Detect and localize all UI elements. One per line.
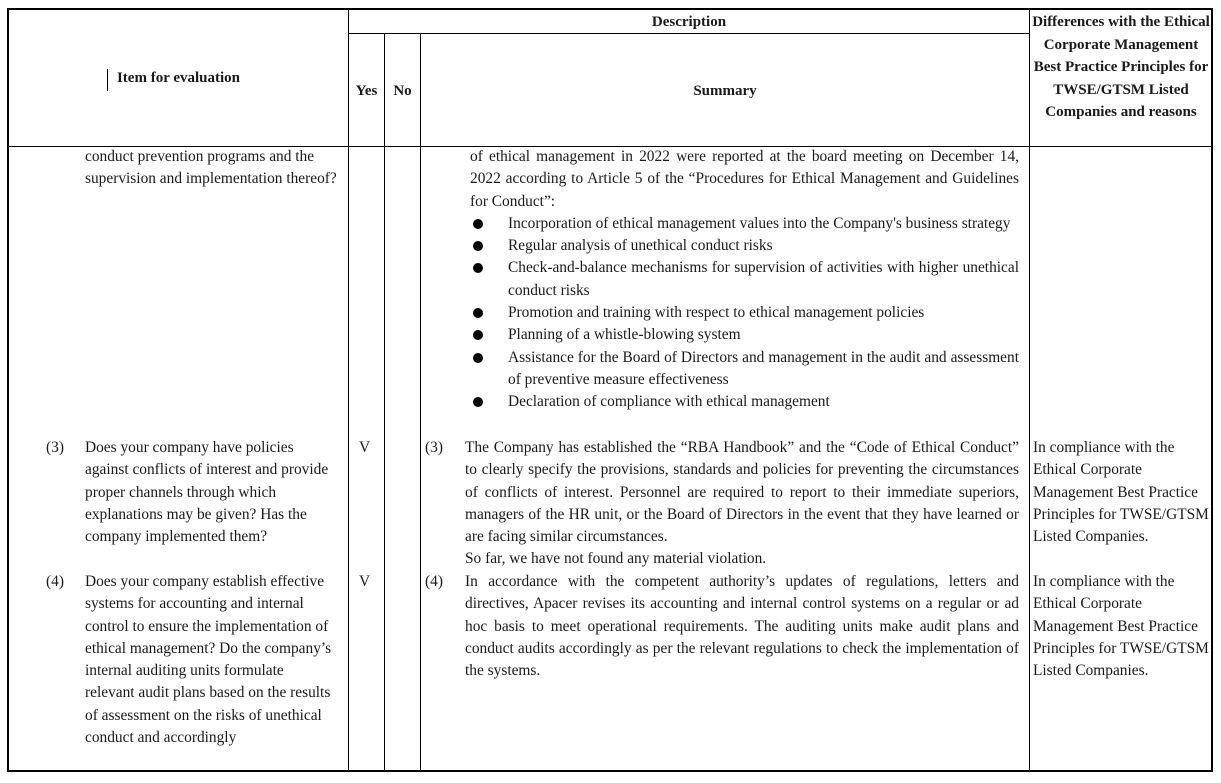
bullet-icon [473,330,483,340]
header-yes: Yes [355,83,378,99]
summary-3 [465,437,1019,571]
summary-number-3: (3) [425,439,443,456]
header-no: No [393,83,412,99]
differences-3: In compliance with the Ethical Corporate Management Best Practice Principles for TWSE/GTSM Listed Companies. [1033,439,1209,546]
header-differences: Differences with the Ethical Corporate Management Best Practice Principles for TWSE/GTSM Listed Companies and reasons [1032,14,1210,120]
summary-intro: of ethical management in 2022 were reported at the board meeting on December 14, 2022 according to Article 5 of the “Procedures for Ethical Management and Guidelines for Conduct”: [470,148,1019,210]
item-text-3: Does your company have policies against conflicts of interest and provide proper channels through which explanations may be given? Has the company implemented them? [85,439,329,546]
text-cursor [107,69,108,91]
col-divider-summary [1029,8,1030,772]
bullet-icon [473,219,483,229]
col-divider-item [348,8,349,772]
list-item: Assistance for the Board of Directors and management in the audit and assessment of preventive measure effectiveness [466,347,1019,392]
list-item: Promotion and training with respect to ethical management policies [466,302,1019,324]
bullet-icon [473,241,483,251]
bullet-icon [473,308,483,318]
header-summary: Summary [693,83,757,99]
list-item: Regular analysis of unethical conduct risks [466,235,1019,257]
item-number-3: (3) [46,439,64,456]
header-description: Description [651,14,727,30]
yes-mark-4: V [359,573,371,590]
list-item: Planning of a whistle-blowing system [466,324,1019,346]
summary-text-3: The Company has established the “RBA Handbook” and the “Code of Ethical Conduct” to clearly specify the provisions, standards and policies for preventing the circumstances of conflicts of interest. Personnel are required to report to their immediate superiors, managers of the HR unit, or the Board of Directors in the event that they have learned or are facing similar circumstances. [465,439,1019,546]
differences-4: In compliance with the Ethical Corporate Management Best Practice Principles for TWSE/GTSM Listed Companies. [1033,573,1209,680]
yes-mark-3: V [359,439,371,456]
summary-bullet-list [466,213,1019,414]
bullet-icon [473,397,483,407]
list-item: Declaration of compliance with ethical management [466,391,1019,413]
summary-text-4: In accordance with the competent authority’s updates of regulations, letters and directives, Apacer revises its accounting and internal control systems on a regular or ad hoc basis to meet operational requirements. The auditing units make audit plans and conduct audits accordingly as per the relevant regulations to check the implementation of the systems. [465,573,1019,680]
col-divider-no [420,33,421,772]
bullet-icon [473,353,483,363]
summary-text-3b: So far, we have not found any material violation. [465,550,767,568]
list-item: Check-and-balance mechanisms for supervision of activities with higher unethical conduct risks [466,257,1019,302]
bullet-icon [473,263,483,273]
header-item-for-evaluation: Item for evaluation [116,70,241,86]
summary-number-4: (4) [425,573,443,590]
item-text-4: Does your company establish effective systems for accounting and internal control to ensure the implementation of ethical management? Do the company’s internal auditing units formulate relevant audit plans based on the results of assessment on the risks of unethical conduct and accordingly [85,573,332,747]
item-number-4: (4) [46,573,64,590]
summary-continued [470,146,1019,414]
list-item: Incorporation of ethical management values into the Company's business strategy [466,213,1019,235]
col-divider-yes [384,33,385,772]
item-text-continued: conduct prevention programs and the supervision and implementation thereof? [85,148,337,188]
